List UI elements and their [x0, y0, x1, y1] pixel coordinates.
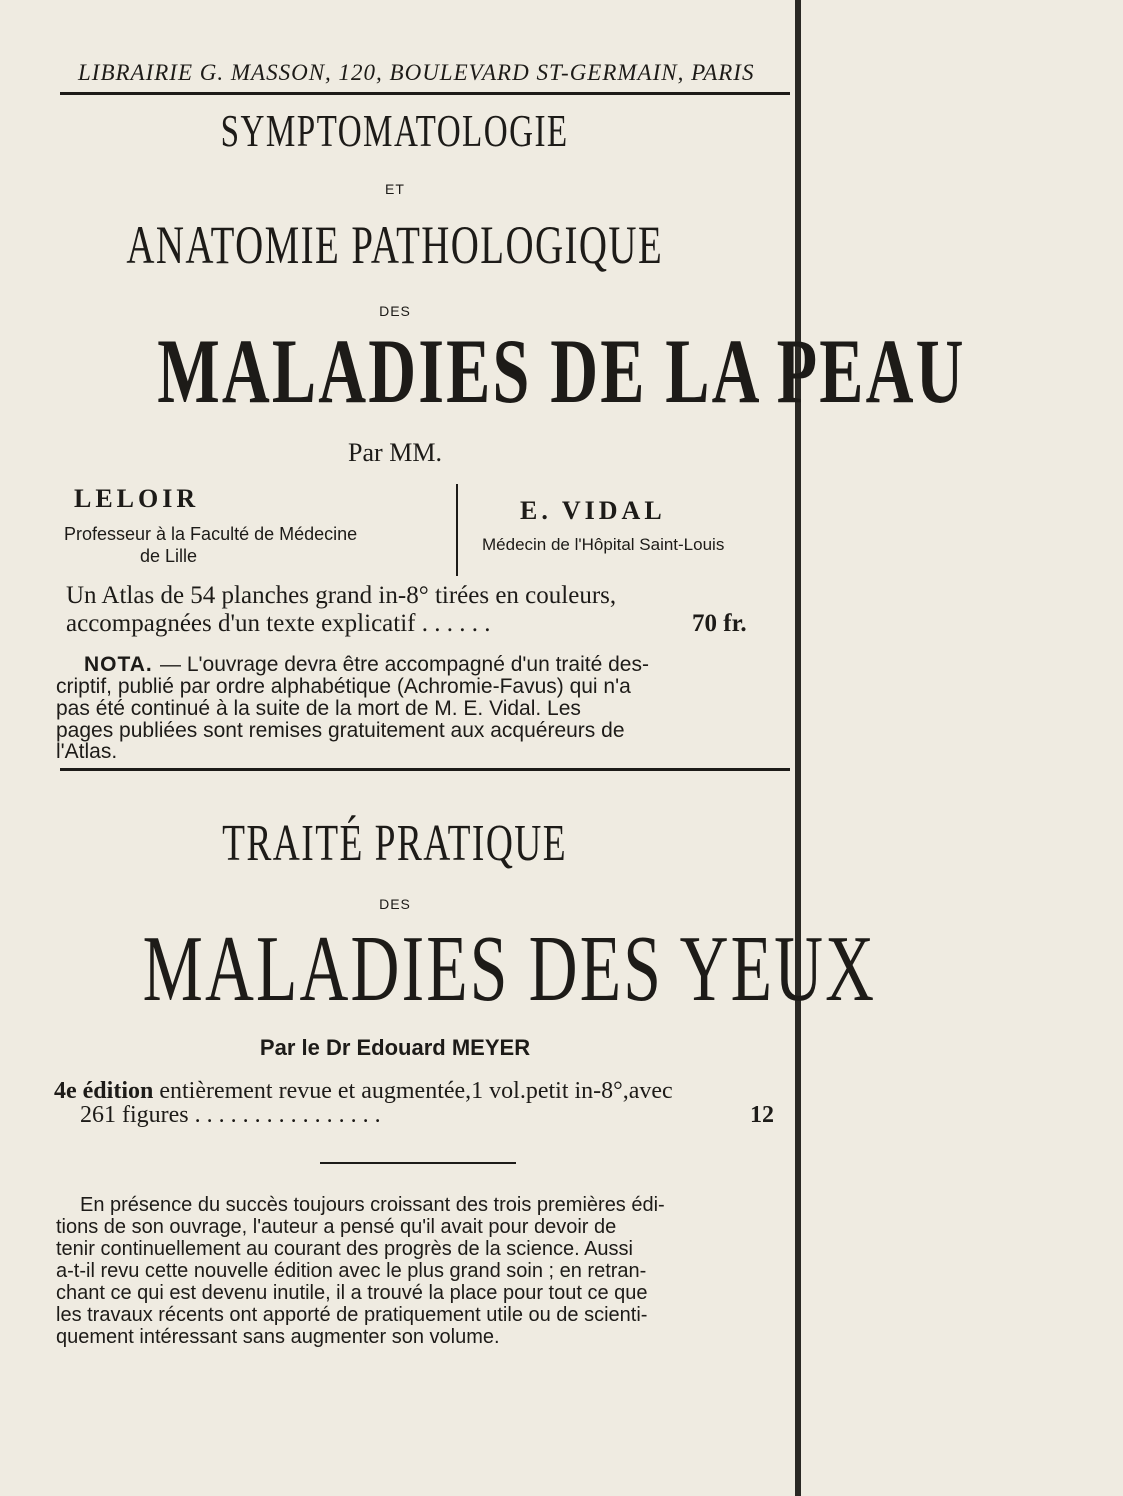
short-rule — [320, 1162, 516, 1164]
book2-title-line1-text: TRAITÉ PRATIQUE — [222, 815, 568, 872]
edition-bold: 4e édition — [54, 1078, 154, 1104]
desc-line5: chant ce qui est devenu inutile, il a trouvé la place pour tout ce que — [56, 1282, 648, 1304]
nota-line1: — L'ouvrage devra être accompagné d'un traité des- — [160, 653, 649, 676]
header-rule — [60, 92, 790, 95]
desc-line3: tenir continuellement au courant des progrès de la science. Aussi — [56, 1238, 634, 1260]
author-divider — [456, 484, 458, 576]
author2-name: E. VIDAL — [520, 496, 666, 525]
book2-title-line2 — [0, 915, 877, 1023]
nota-line4: pages publiées sont remises gratuitement aux acquéreurs de — [56, 719, 625, 742]
book1-des: DES — [379, 303, 411, 319]
nota-line3: pas été continué à la suite de la mort de M. E. Vidal. Les — [56, 697, 581, 720]
atlas-line2: accompagnées d'un texte explicatif . . . . . . — [66, 610, 491, 637]
author1-role-line2: de Lille — [140, 546, 198, 566]
book2-title-line1 — [0, 814, 790, 873]
nota-line5: l'Atlas. — [56, 740, 118, 763]
book1-conjunction: ET — [385, 181, 405, 197]
author2-role-line1: Médecin de l'Hôpital Saint-Louis — [482, 535, 725, 554]
book1-title-line3 — [0, 318, 966, 424]
nota-line2: criptif, publié par ordre alphabétique (Achromie-Favus) qui n'a — [56, 675, 631, 698]
desc-line6: les travaux récents ont apporté de pratiquement utile ou de scienti- — [56, 1304, 648, 1326]
book2-author: Par le Dr Edouard MEYER — [259, 1035, 531, 1060]
page-edge-shadow — [795, 0, 801, 1496]
book1-title-line2 — [0, 214, 790, 276]
book2-title-line2-text: MALADIES DES YEUX — [142, 917, 877, 1021]
section-divider — [60, 768, 790, 771]
book1-title-line3-text: MALADIES DE LA PEAU — [157, 320, 966, 422]
atlas-line1: Un Atlas de 54 planches grand in-8° tirées en couleurs, — [66, 582, 617, 609]
book2-price: 12 — [750, 1102, 774, 1128]
atlas-price: 70 fr. — [692, 610, 747, 637]
desc-line2: tions de son ouvrage, l'auteur a pensé qu'il avait pour devoir de — [56, 1216, 617, 1238]
nota-label: NOTA. — [84, 653, 153, 676]
author1-name: LELOIR — [74, 484, 200, 513]
book1-title-line1 — [0, 104, 790, 157]
desc-line1: En présence du succès toujours croissant des trois premières édi- — [80, 1194, 665, 1216]
author1-role-line1: Professeur à la Faculté de Médecine — [64, 524, 358, 544]
book2-des: DES — [379, 896, 411, 912]
edition-line — [54, 1078, 673, 1105]
book1-title-line2-text: ANATOMIE PATHOLOGIQUE — [126, 215, 664, 275]
figures-line: 261 figures . . . . . . . . . . . . . . . . — [80, 1102, 381, 1128]
edition-rest: entièrement revue et augmentée,1 vol.petit in-8°,avec — [159, 1078, 673, 1104]
publisher-header: LIBRAIRIE G. MASSON, 120, BOULEVARD ST-GERMAIN, PARIS — [78, 60, 755, 85]
desc-line7: quement intéressant sans augmenter son volume. — [56, 1326, 500, 1348]
desc-line4: a-t-il revu cette nouvelle édition avec le plus grand soin ; en retran- — [56, 1260, 647, 1282]
book1-title-line1-text: SYMPTOMATOLOGIE — [221, 105, 569, 156]
book1-par: Par MM. — [348, 438, 442, 467]
